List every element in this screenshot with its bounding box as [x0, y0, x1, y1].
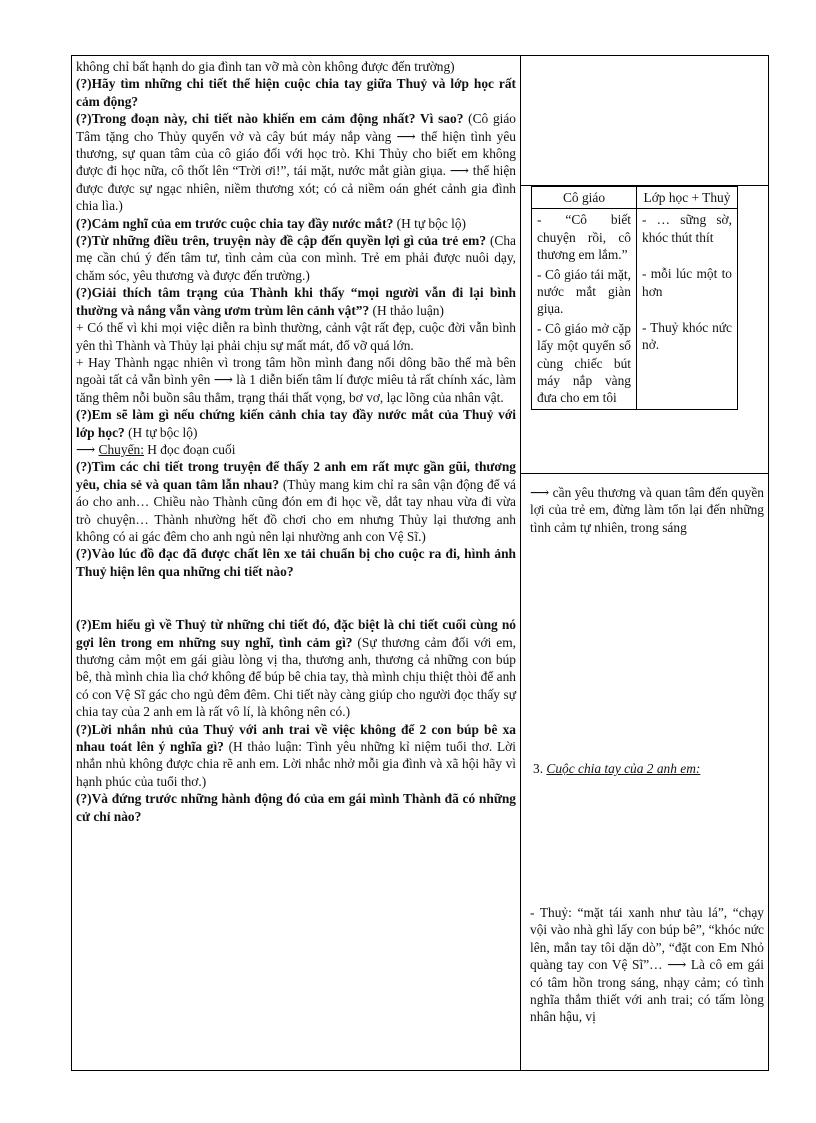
question: (?)Em sẽ làm gì nếu chứng kiến cảnh chia tay đầy nước mắt của Thuỷ với lớp học? (H tự bộc lộ) [76, 407, 516, 440]
question: (?)Lời nhắn nhủ của Thuỷ với anh trai về việc không để 2 con búp bê xa nhau toát lên ý nghĩa gì? (H thảo luận: Tình yêu những kỉ niệm tuổi thơ. Lời nhắn nhủ không được chia rẽ anh em. Lời nhắc nhở mỗi gia đình và xã hội hãy vì hạnh phúc của tuổi thơ.) [76, 721, 516, 789]
cell-item: - mỗi lúc một to hơn [642, 266, 732, 299]
paragraph: không chỉ bất hạnh do gia đình tan vỡ mà còn không được đến trường) [76, 59, 455, 74]
table-cell [637, 209, 738, 409]
transition-line: ⟶ Chuyển: H đọc đoạn cuối [76, 441, 236, 457]
question: (?)Hãy tìm những chi tiết thể hiện cuộc chia tay giữa Thuỷ và lớp học rất cảm động? [76, 76, 516, 109]
left-column [76, 58, 516, 825]
question: (?)Em hiểu gì về Thuỷ từ những chi tiết đó, đặc biệt là chi tiết cuối cùng nó gợi lên trong em những suy nghĩ, tình cảm gì? (Sự thương cảm đối với em, thương cảm một em gái giàu lòng vị tha, thương anh, thương cả những con búp bê, thà mình chia lìa chớ không để búp bê chia tay, thà mình chịu thiệt thòi để anh có con Vệ Sĩ gác cho ngủ đêm đêm. Chi tiết này càng giúp cho người đọc thấy sự chia tay của 2 anh em là rất vô lí, là không nên có.) [76, 617, 516, 720]
cell-item: - Cô giáo mở cặp lấy một quyển sổ cùng chiếc bút máy nắp vàng đưa cho em tôi [537, 320, 631, 406]
question: (?)Trong đoạn này, chi tiết nào khiến em cảm động nhất? Vì sao? (Cô giáo Tâm tặng cho Thủy quyển vở và cây bút máy nắp vàng ⟶ thể hiện tình yêu thương, sự quan tâm của cô giáo đối với học trò. Khi Thủy cho biết em không được đi học nữa, cô thốt lên “Trời ơi!”, tái mặt, nước mắt giàn giụa. ⟶ thể hiện được được sự ngạc nhiên, niềm thương xót; có cả niềm oán ghét cảnh gia đình chia lìa.) [76, 111, 516, 214]
question: (?)Vào lúc đồ đạc đã được chất lên xe tải chuẩn bị cho cuộc ra đi, hình ảnh Thuỷ hiện lên qua những chi tiết nào? [76, 546, 516, 579]
table-cell [532, 209, 637, 409]
comparison-table [531, 186, 738, 410]
horizontal-rule [521, 473, 769, 474]
conclusion-note: ⟶ cần yêu thương và quan tâm đến quyền lợi của trẻ em, đừng làm tổn lại đến những tình cảm tự nhiên, trong sáng [530, 485, 764, 535]
paragraph: + Hay Thành ngạc nhiên vì trong tâm hồn mình đang nổi dông bão thế mà bên ngoài tất cả vẫn bình yên ⟶ là 1 diễn biến tâm lí được miêu tả rất chính xác, làm tăng thêm nỗi buồn sâu thẳm, trạng thái thất vọng, bơ vơ, lạc lõng của nhân vật. [76, 354, 516, 405]
paragraph: + Có thể vì khi mọi việc diễn ra bình thường, cảnh vật rất đẹp, cuộc đời vẫn bình yên thì Thành và Thủy lại phải chịu sự mất mát, đổ vỡ quá lớn. [76, 320, 516, 353]
spacer [76, 580, 516, 616]
cell-item: - “Cô biết chuyện rồi, cô thương em lắm.” [537, 212, 631, 263]
column-divider [520, 55, 521, 1071]
thuy-note: - Thuỷ: “mặt tái xanh như tàu lá”, “chạy vội vào nhà ghì lấy con búp bê”, “khóc nức lên, mắn tay tôi dặn dò”, “đặt con Em Nhỏ quàng tay con Vệ Sĩ”… ⟶ Là cô em gái có tâm hồn trong sáng, nhạy cảm; có tình nghĩa thắm thiết với anh trai; có tấm lòng nhân hậu, vị [530, 905, 764, 1025]
cell-item: - … sững sờ, khóc thút thít [642, 212, 732, 245]
question: (?)Từ những điều trên, truyện này đề cập đến quyền lợi gì của trẻ em? (Cha mẹ cần chú ý đến tâm tư, tình cảm của con mình. Trẻ em phải được nuôi dạy, chăm sóc, yêu thương và được đến trường.) [76, 233, 516, 283]
table-header: Lớp học + Thuỷ [637, 187, 738, 209]
question: (?)Và đứng trước những hành động đó của em gái mình Thành đã có những cử chỉ nào? [76, 791, 516, 824]
cell-item: - Cô giáo tái mặt, nước mắt giàn giụa. [537, 266, 631, 317]
cell-item: - Thuỷ khóc nức nở. [642, 320, 732, 353]
question: (?)Giải thích tâm trạng của Thành khi thấy “mọi người vẫn đi lại bình thường và nắng vẫn vàng ươm trùm lên cảnh vật”? (H thảo luận) [76, 285, 516, 318]
question: (?)Cảm nghĩ của em trước cuộc chia tay đầy nước mắt? (H tự bộc lộ) [76, 215, 466, 231]
table-header: Cô giáo [532, 187, 637, 209]
question: (?)Tìm các chi tiết trong truyện để thấy 2 anh em rất mực gần gũi, thương yêu, chia sẻ và quan tâm lẫn nhau? (Thủy mang kim chỉ ra sân vận động để vá áo cho anh… Chiều nào Thành cũng đón em đi học về, dắt tay nhau vừa đi vừa trò chuyện… Thành nhường hết đồ chơi cho em nhưng Thủy lại thương anh không có ai gác đêm cho anh ngủ nên lại nhường anh con Vệ Sĩ.) [76, 459, 516, 544]
section-heading: 3. Cuộc chia tay của 2 anh em: [533, 761, 701, 776]
